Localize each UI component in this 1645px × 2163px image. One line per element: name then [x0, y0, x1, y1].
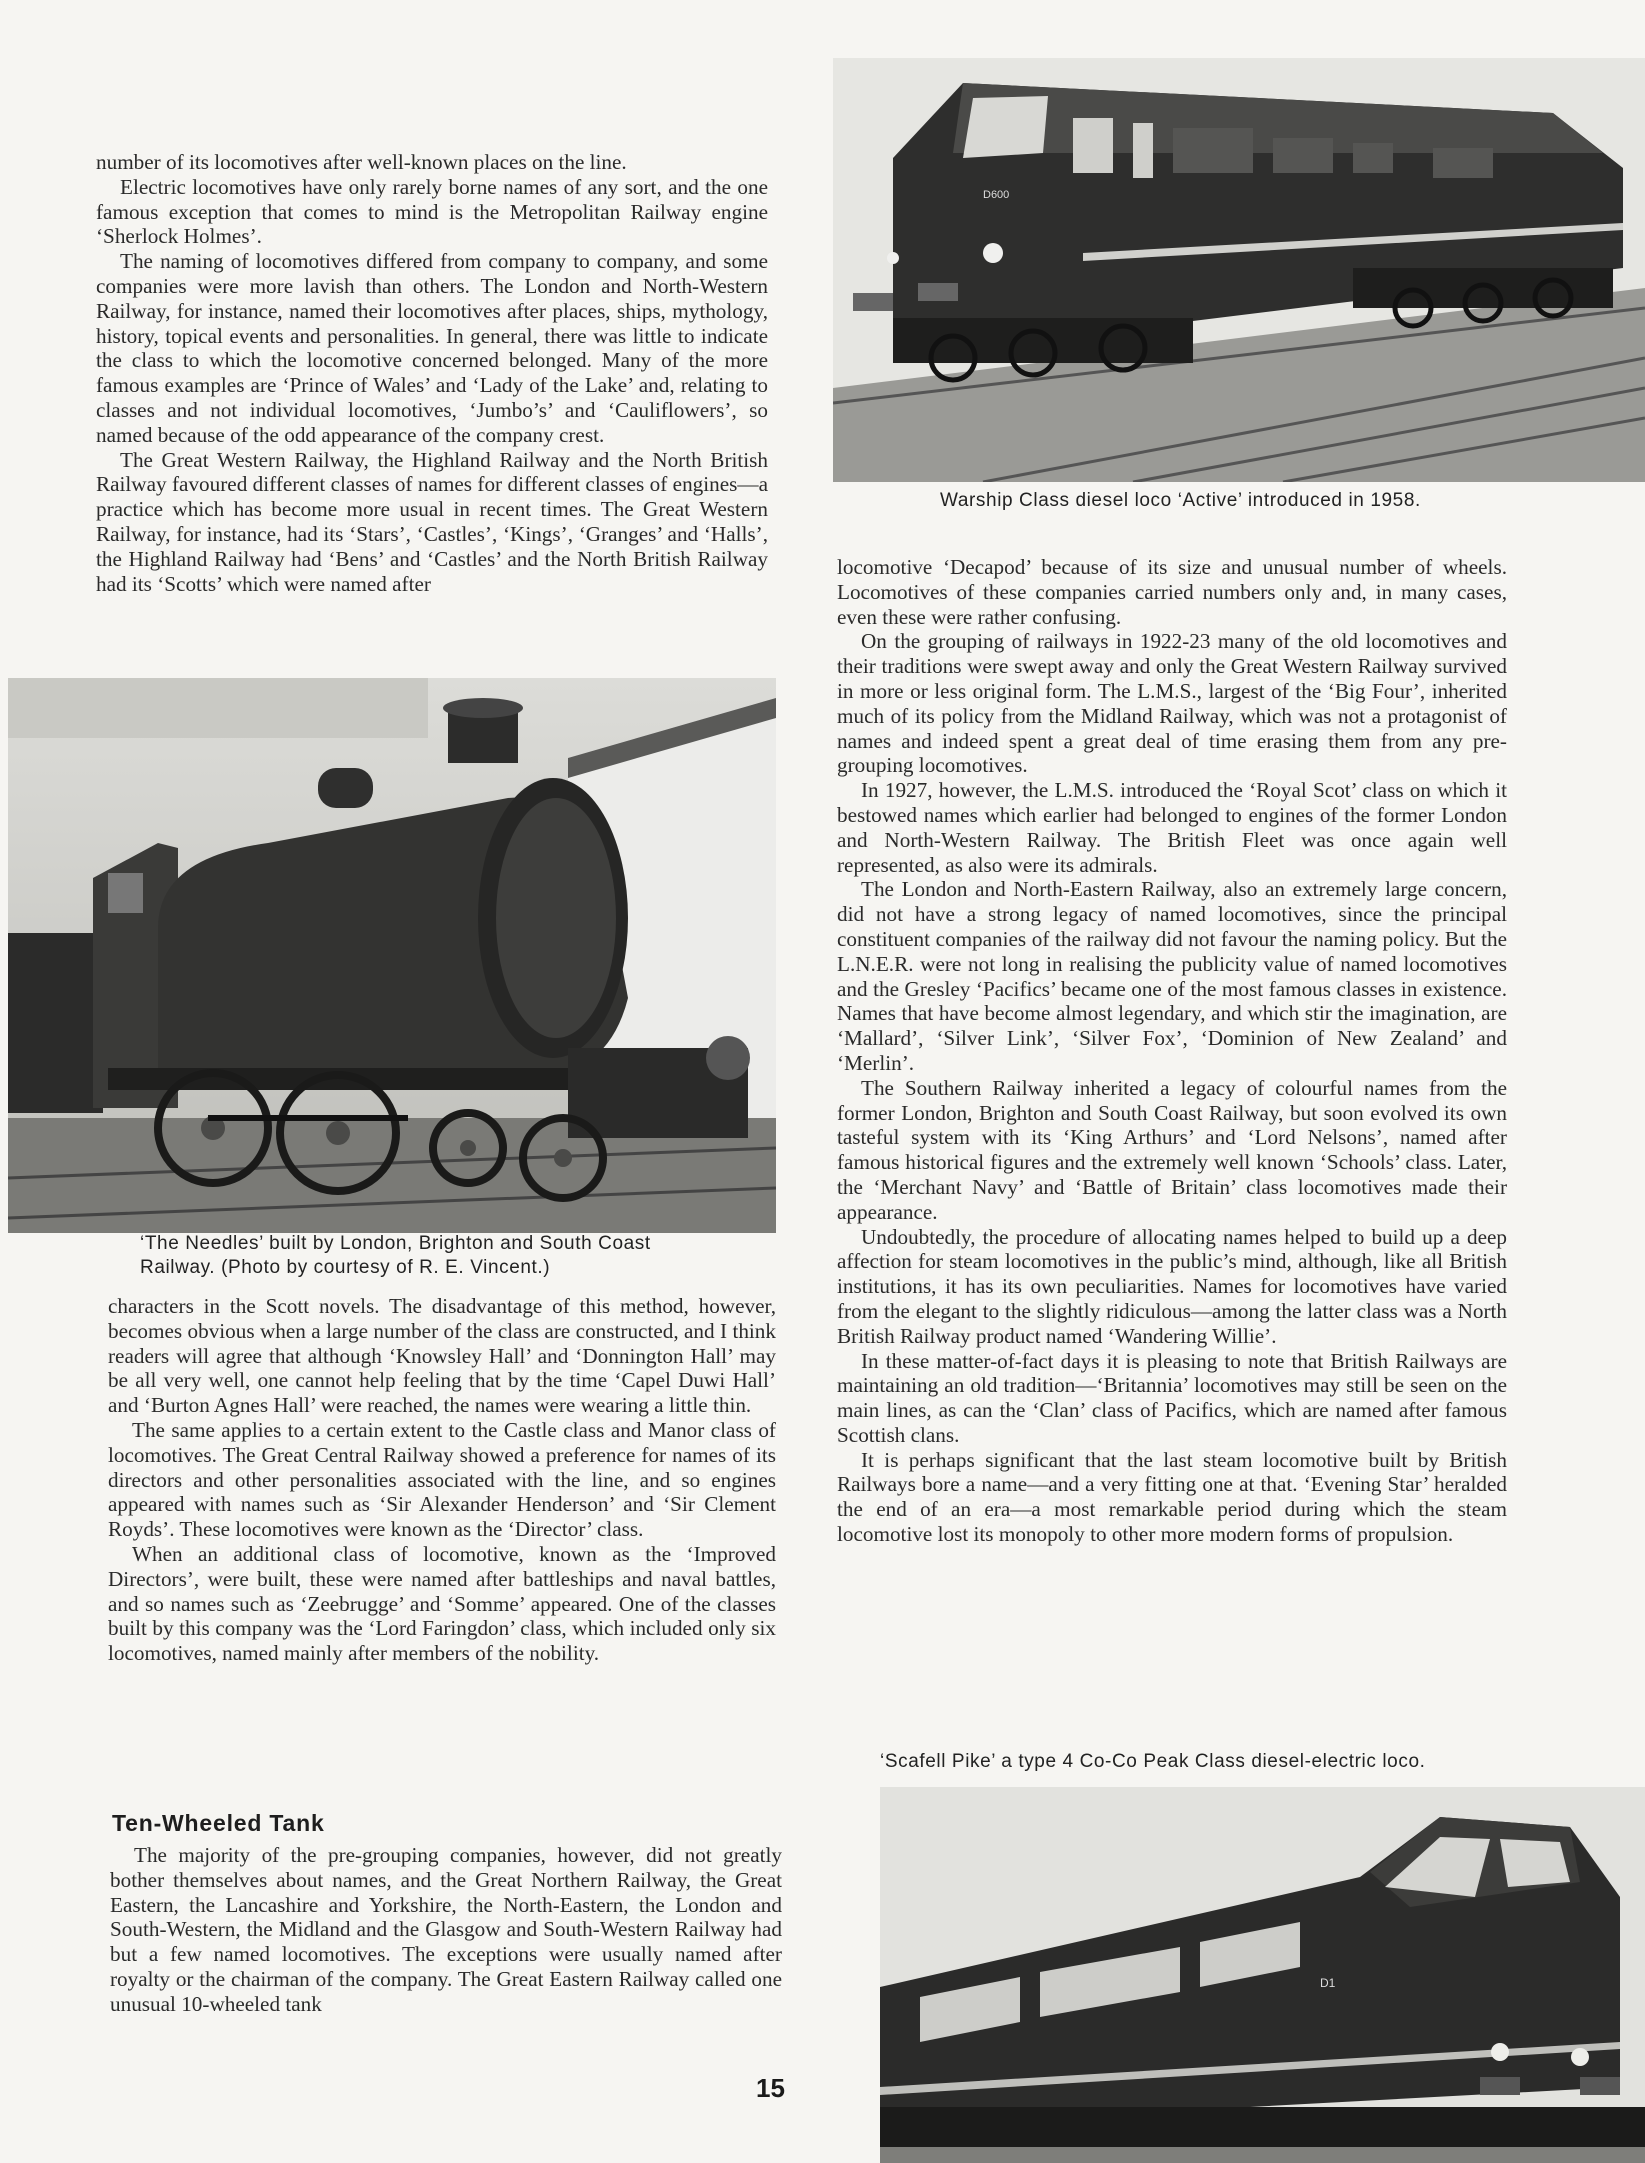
column-1-bottom-text	[108, 1294, 776, 1666]
paragraph: When an additional class of locomotive, known as the ‘Improved Directors’, were built, these were named after battleships and naval battles, and so names such as ‘Zeebrugge’ and ‘Somme’ appeared. One of the classes built by this company was the ‘Lord Faringdon’ class, which included only six locomotives, named mainly after members of the nobility.	[108, 1541, 776, 1666]
paragraph: In 1927, however, the L.M.S. introduced the ‘Royal Scot’ class on which it bestowed names which earlier had belonged to engines of the former London and North-Western Railway. The British Fleet was once again well represented, as also were its admirals.	[837, 778, 1507, 877]
paragraph: The Southern Railway inherited a legacy of colourful names from the former London, Brighton and South Coast Railway, but soon evolved its own tasteful system with its ‘King Arthurs’ and ‘Lord Nelsons’, named after famous historical figures and the extremely well known ‘Schools’ class. Later, the ‘Merchant Navy’ and ‘Battle of Britain’ class locomotives made their appearance.	[837, 1075, 1507, 1224]
paragraph: Undoubtedly, the procedure of allocating names helped to build up a deep affection for steam locomotives in the public’s mind, although, like all British institutions, it has its own peculiarities. Names for locomotives have varied from the elegant to the slightly ridiculous—among the latter class was a North British Railway product named ‘Wandering Willie’.	[837, 1224, 1507, 1348]
caption-line: ‘The Needles’ built by London, Brighton and South Coast	[140, 1233, 651, 1254]
column-2-text	[837, 555, 1507, 1547]
paragraph: On the grouping of railways in 1922-23 many of the old locomotives and their traditions were swept away and only the Great Western Railway survived in more or less original form. The L.M.S., largest of the ‘Big Four’, inherited much of its policy from the Midland Railway, which was not a protagonist of names and indeed spent a great deal of time erasing them from any pre-grouping locomotives.	[837, 629, 1507, 778]
needles-photo-caption	[140, 1232, 780, 1280]
warship-number-label: D600	[983, 189, 1010, 201]
paragraph: In these matter-of-fact days it is pleasing to note that British Railways are maintaining an old tradition—‘Britannia’ locomotives may still be seen on the main lines, as can the ‘Clan’ class of Pacifics, which are named after famous Scottish clans.	[837, 1348, 1507, 1447]
paragraph: The naming of locomotives differed from company to company, and some companies were more lavish than others. The London and North-Western Railway, for instance, named their locomotives after places, ships, mythology, history, topical events and personalities. In general, there was little to indicate the class to which the locomotive concerned belonged. Many of the more famous examples are ‘Prince of Wales’ and ‘Lady of the Lake’ and, relating to classes and not individual locomotives, ‘Jumbo’s’ and ‘Cauliflowers’, so named because of the odd appearance of the company crest.	[96, 249, 768, 447]
column-1-top-text	[96, 150, 768, 596]
caption-line: Railway. (Photo by courtesy of R. E. Vincent.)	[140, 1257, 551, 1278]
paragraph: Electric locomotives have only rarely borne names of any sort, and the one famous exception that comes to mind is the Metropolitan Railway engine ‘Sherlock Holmes’.	[96, 174, 768, 249]
paragraph: The Great Western Railway, the Highland Railway and the North British Railway favoured different classes of names for different classes of engines—a practice which has become more usual in recent times. The Great Western Railway, for instance, had its ‘Stars’, ‘Castles’, ‘Kings’, ‘Granges’ and ‘Halls’, the Highland Railway had ‘Bens’ and ‘Castles’ and the North British Railway had its ‘Scotts’ which were named after	[96, 447, 768, 596]
needles-steam-locomotive-photo	[8, 678, 776, 1233]
paragraph: locomotive ‘Decapod’ because of its size and unusual number of wheels. Locomotives of these companies carried numbers only and, in many cases, even these were rather confusing.	[837, 555, 1507, 629]
paragraph: The London and North-Eastern Railway, also an extremely large concern, did not have a strong legacy of named locomotives, since the principal constituent companies of the railway did not favour the naming policy. But the L.N.E.R. were not long in realising the publicity value of named locomotives and the Gresley ‘Pacifics’ became one of the most famous classes in existence. Names that have become almost legendary, and which stir the imagination, are ‘Mallard’, ‘Silver Link’, ‘Silver Fox’, ‘Dominion of New Zealand’ and ‘Merlin’.	[837, 877, 1507, 1075]
page-number: 15	[756, 2073, 785, 2103]
column-1-section-text	[110, 1843, 782, 2017]
paragraph: The same applies to a certain extent to the Castle class and Manor class of locomotives. The Great Central Railway showed a preference for names of its directors and other personalities associated with the line, and so engines appeared with names such as ‘Sir Alexander Henderson’ and ‘Sir Clement Royds’. These locomotives were known as the ‘Director’ class.	[108, 1417, 776, 1542]
warship-photo-caption: Warship Class diesel loco ‘Active’ introduced in 1958.	[940, 490, 1421, 511]
paragraph: It is perhaps significant that the last steam locomotive built by British Railways bore a name—and a very fitting one at that. ‘Evening Star’ heralded the end of an era—a most remarkable period during which the steam locomotive lost its monopoly to other more modern forms of propulsion.	[837, 1447, 1507, 1547]
warship-diesel-locomotive-photo	[833, 58, 1645, 482]
scafell-photo-caption: ‘Scafell Pike’ a type 4 Co-Co Peak Class diesel-electric loco.	[880, 1751, 1426, 1772]
paragraph: characters in the Scott novels. The disadvantage of this method, however, becomes obvious when a large number of the class are constructed, and I think readers will agree that although ‘Knowsley Hall’ and ‘Donnington Hall’ may be all very well, one cannot help feeling that by the time ‘Capel Duwi Hall’ and ‘Burton Agnes Hall’ were reached, the names were wearing a little thin.	[108, 1294, 776, 1418]
peak-diesel-locomotive-photo	[880, 1787, 1645, 2163]
section-heading: Ten-Wheeled Tank	[112, 1810, 325, 1836]
paragraph: The majority of the pre-grouping companies, however, did not greatly bother themselves about names, and the Great Northern Railway, the Great Eastern, the Lancashire and Yorkshire, the North-Eastern, the London and South-Western, the Midland and the Glasgow and South-Western Railway had but a few named locomotives. The exceptions were usually named after royalty or the chairman of the company. The Great Eastern Railway called one unusual 10-wheeled tank	[110, 1843, 782, 2016]
paragraph: number of its locomotives after well-known places on the line.	[96, 150, 627, 174]
peak-number-label: D1	[1320, 1976, 1336, 1990]
